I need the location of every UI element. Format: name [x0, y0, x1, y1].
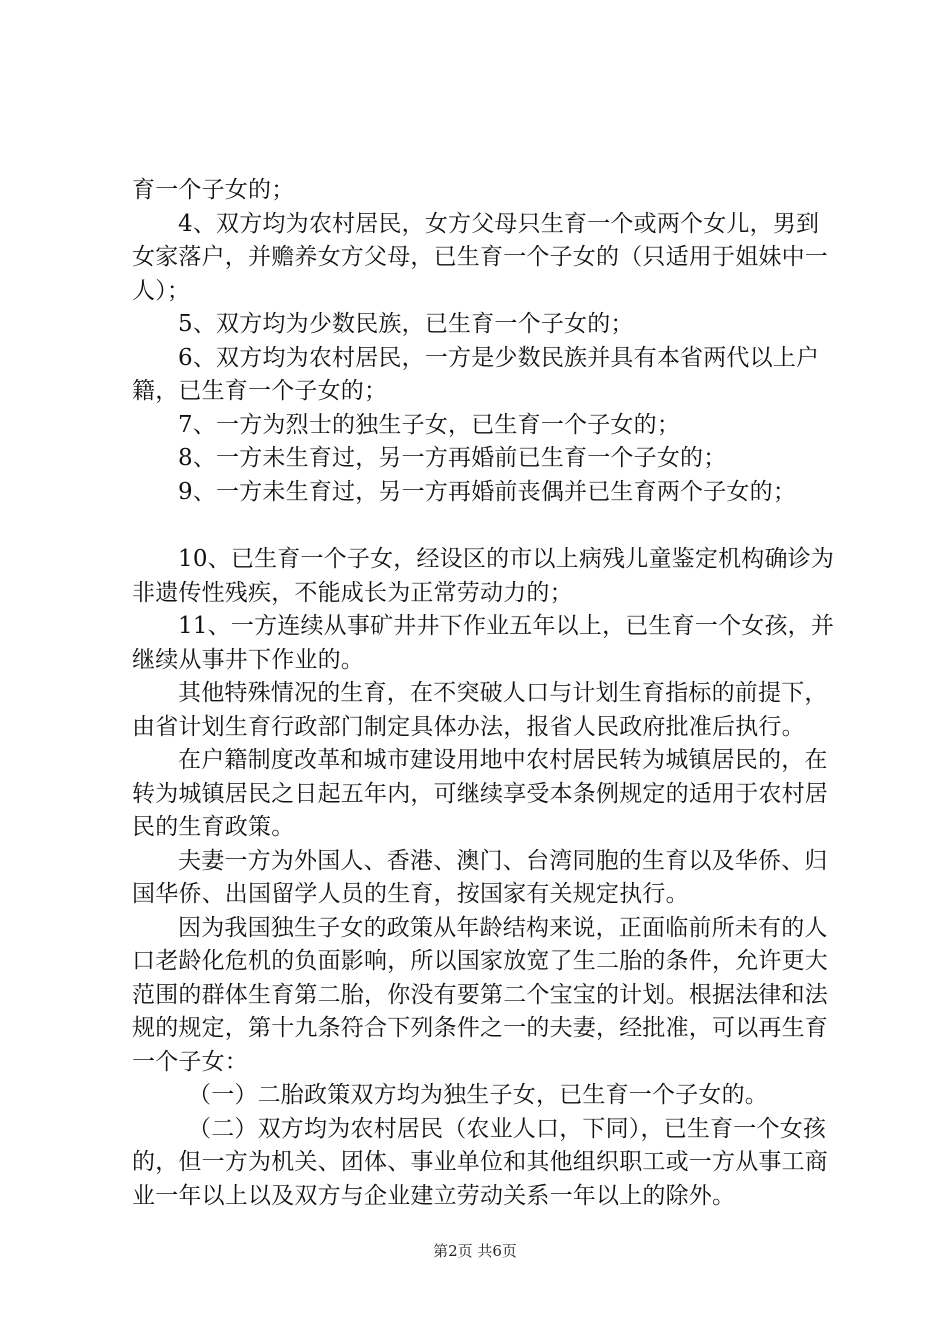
paragraph-item-4: 4、双方均为农村居民，女方父母只生育一个或两个女儿，男到女家落户，并赡养女方父母，已生育一个子女的（只适用于姐妹中一人）； — [132, 210, 828, 304]
paragraph-item-10: 10、已生育一个子女，经设区的市以上病残儿童鉴定机构确诊为非遗传性残疾，不能成长为正常劳动力的； — [132, 546, 835, 606]
paragraph-policy-explanation: 因为我国独生子女的政策从年龄结构来说，正面临前所未有的人口老龄化危机的负面影响，所以国家放宽了生二胎的条件，允许更大范围的群体生育第二胎，你没有要第二个宝宝的计划。根据法律和法规的规定，第十九条符合下列条件之一的夫妻，经批准，可以再生育一个子女： — [132, 914, 828, 1075]
paragraph-household-registration: 在户籍制度改革和城市建设用地中农村居民转为城镇居民的，在转为城镇居民之日起五年内，可继续享受本条例规定的适用于农村居民的生育政策。 — [132, 747, 828, 840]
page-number-footer: 第2页 共6页 — [433, 1242, 517, 1260]
paragraph-foreign-spouse: 夫妻一方为外国人、香港、澳门、台湾同胞的生育以及华侨、归国华侨、出国留学人员的生育，按国家有关规定执行。 — [132, 847, 828, 907]
paragraph-condition-1: （一）二胎政策双方均为独生子女，已生育一个子女的。 — [188, 1082, 768, 1108]
paragraph-item-7: 7、一方为烈士的独生子女，已生育一个子女的； — [178, 411, 681, 438]
paragraph-item-9: 9、一方未生育过，另一方再婚前丧偶并已生育两个子女的； — [178, 478, 797, 505]
paragraph-item-11: 11、一方连续从事矿井井下作业五年以上，已生育一个女孩，并继续从事井下作业的。 — [132, 613, 835, 673]
paragraph-continuation: 育一个子女的； — [132, 177, 295, 203]
paragraph-item-6: 6、双方均为农村居民，一方是少数民族并具有本省两代以上户籍，已生育一个子女的； — [132, 344, 820, 404]
document-body — [132, 174, 837, 1213]
paragraph-item-5: 5、双方均为少数民族，已生育一个子女的； — [178, 311, 634, 337]
paragraph-special-cases: 其他特殊情况的生育，在不突破人口与计划生育指标的前提下，由省计划生育行政部门制定具体办法，报省人民政府批准后执行。 — [132, 680, 828, 740]
paragraph-condition-2: （二）双方均为农村居民（农业人口，下同），已生育一个女孩的，但一方为机关、团体、事业单位和其他组织职工或一方从事工商业一年以上以及双方与企业建立劳动关系一年以上的除外。 — [132, 1115, 828, 1209]
paragraph-item-8: 8、一方未生育过，另一方再婚前已生育一个子女的； — [178, 445, 727, 471]
